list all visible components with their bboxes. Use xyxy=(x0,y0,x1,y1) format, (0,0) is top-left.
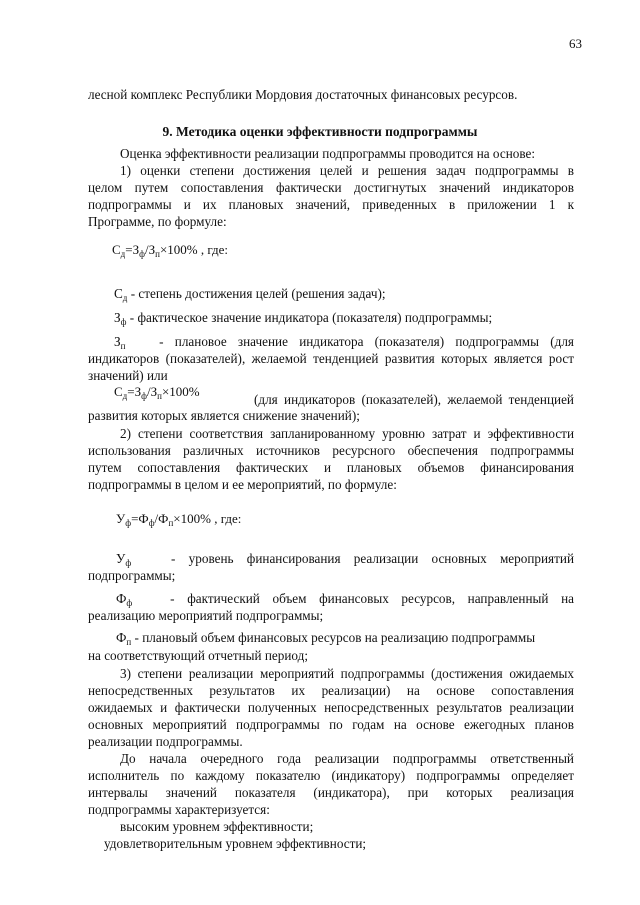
definition-line: $С_д$ - степень достижения целей (решения задач); xyxy=(114,286,386,303)
text-line: 2) степени соответствия запланированному уровню затрат и эффективности xyxy=(120,426,574,441)
text-line: Программе, по формуле: xyxy=(88,214,227,229)
definition-line: $Ф_п$ - плановый объем финансовых ресурсов на реализацию подпрограммы xyxy=(116,630,536,647)
formula-1: $С_д=З_ф/З_п\times 100\%$ , где: xyxy=(112,242,229,259)
text-line: До начала очередного года реализации подпрограммы ответственный xyxy=(120,751,574,766)
text-line: использования различных источников ресурсного обеспечения подпрограммы xyxy=(88,443,574,458)
section-title: 9. Методика оценки эффективности подпрограммы xyxy=(162,124,478,139)
text-line: на соответствующий отчетный период; xyxy=(88,648,309,663)
text-line: подпрограммы и их плановых значений, приведенных в приложении 1 к xyxy=(88,197,574,212)
definition-line: $Ф_ф$ - фактический объем финансовых ресурсов, направленный на xyxy=(116,591,574,608)
formula-2: $С_д=З_ф/З_п\times 100\%$ xyxy=(114,384,200,401)
text-line: высоким уровнем эффективности; xyxy=(120,819,314,834)
formula-3: $У_ф=Ф_ф/Ф_п\times 100\%$ , где: xyxy=(116,511,242,528)
definition-line: $З_ф$ - фактическое значение индикатора (показателя) подпрограммы; xyxy=(114,310,493,327)
text-line: индикаторов (показателей), желаемой тенденцией развития которых является рост xyxy=(88,351,574,366)
text-line: непосредственных результатов их реализации) на основе сопоставления xyxy=(88,683,574,698)
text-line: (для индикаторов (показателей), желаемой тенденцией xyxy=(254,392,574,407)
text-line: интервалы значений показателя (индикатора), при которых реализация xyxy=(88,785,574,800)
text-line: развития которых является снижение значений); xyxy=(88,408,360,423)
text-line: подпрограммы; xyxy=(88,568,176,583)
text-line: реализацию мероприятий подпрограммы; xyxy=(88,608,324,623)
text-line: основных мероприятий подпрограммы по годам на основе ежегодных планов xyxy=(88,717,574,732)
text-line: 1) оценки степени достижения целей и решения задач подпрограммы в xyxy=(120,163,574,178)
text-line: значений) или xyxy=(88,368,168,383)
text-line: подпрограммы характеризуется: xyxy=(88,802,270,817)
text-line: путем сопоставления фактических и плановых объемов финансирования xyxy=(88,460,574,475)
text-line: подпрограммы в целом и ее мероприятий, по формуле: xyxy=(88,477,397,492)
definition-line: $З_п$ - плановое значение индикатора (показателя) подпрограммы (для xyxy=(114,334,574,351)
text-line: Оценка эффективности реализации подпрограммы проводится на основе: xyxy=(120,146,536,161)
text-line: лесной комплекс Республики Мордовия достаточных финансовых ресурсов. xyxy=(88,87,518,102)
text-line: 3) степени реализации мероприятий подпрограммы (достижения ожидаемых xyxy=(120,666,574,681)
text-line: целом путем сопоставления фактически достигнутых значений индикаторов xyxy=(88,180,574,195)
text-line: удовлетворительным уровнем эффективности; xyxy=(104,836,367,851)
text-line: реализации подпрограммы. xyxy=(88,734,243,749)
page-number: 63 xyxy=(569,36,582,51)
text-line: исполнитель по каждому показателю (индикатору) подпрограммы определяет xyxy=(88,768,574,783)
text-line: ожидаемых и фактически полученных непосредственных результатов реализации xyxy=(88,700,574,715)
definition-line: $У_ф$ - уровень финансирования реализации основных мероприятий xyxy=(116,551,575,568)
